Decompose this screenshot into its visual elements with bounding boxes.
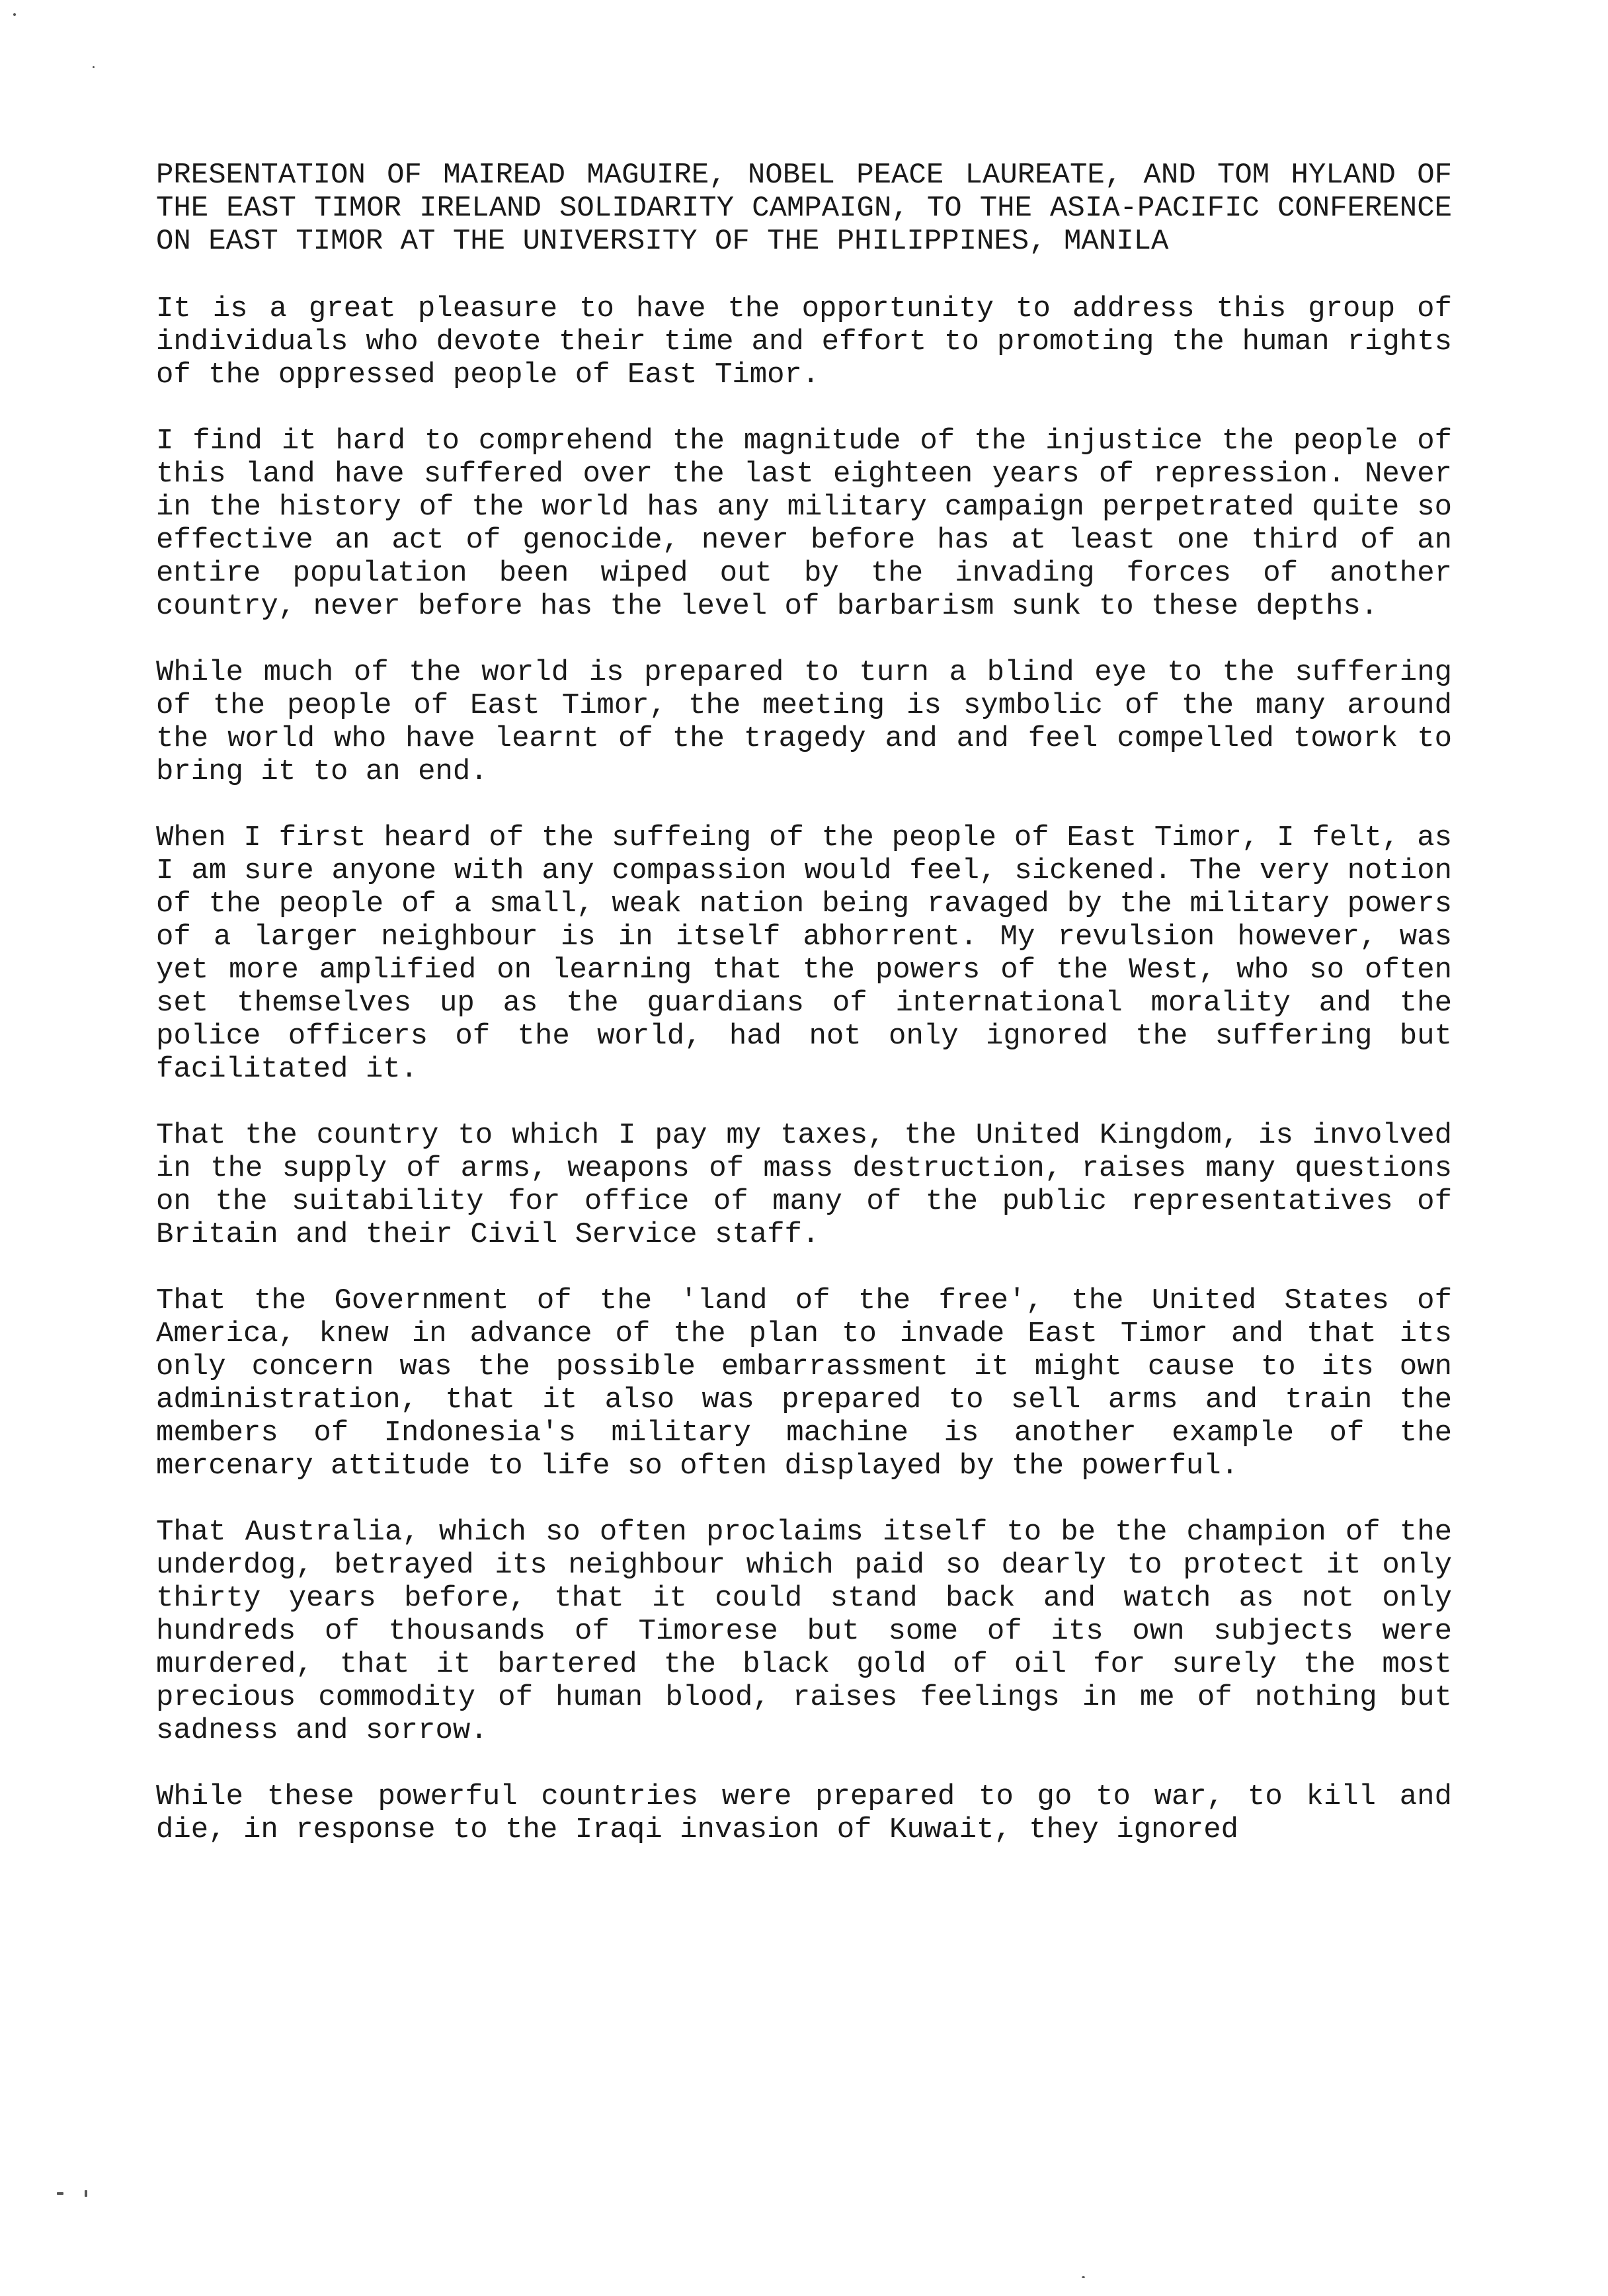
paragraph-4: When I first heard of the suffeing of the people of East Timor, I felt, as I am sure anyone with any compassion would feel, sickened. The very notion of the people of a small, weak nation being ravaged by the military powers of a larger neighbour is in itself abhorrent. My revulsion however, was yet more amplified on learning that the powers of the West, who so often set themselves up as the guardians of international morality and the police officers of the world, had not only ignored the suffering but facilitated it. bbox=[156, 821, 1452, 1086]
paragraph-3: While much of the world is prepared to turn a blind eye to the suffering of the people of East Timor, the meeting is symbolic of the many around the world who have learnt of the tragedy and and feel compelled towork to bring it to an end. bbox=[156, 656, 1452, 788]
document-heading: PRESENTATION OF MAIREAD MAGUIRE, NOBEL PEACE LAUREATE, AND TOM HYLAND OF THE EAST TIMOR IRELAND SOLIDARITY CAMPAIGN, TO THE ASIA-PACIFIC CONFERENCE ON EAST TIMOR AT THE UNIVERSITY OF THE PHILIPPINES, MANILA bbox=[156, 159, 1452, 258]
scan-speck bbox=[85, 2190, 87, 2197]
scan-speck bbox=[13, 13, 16, 16]
paragraph-2: I find it hard to comprehend the magnitude of the injustice the people of this land have suffered over the last eighteen years of repression. Never in the history of the world has any military campaign perpetrated quite so effective an act of genocide, never before has at least one third of an entire population been wiped out by the invading forces of another country, never before has the level of barbarism sunk to these depths. bbox=[156, 425, 1452, 623]
paragraph-6: That the Government of the 'land of the free', the United States of America, knew in advance of the plan to invade East Timor and that its only concern was the possible embarrassment it might cause to its own administration, that it also was prepared to sell arms and train the members of Indonesia's military machine is another example of the mercenary attitude to life so often displayed by the powerful. bbox=[156, 1284, 1452, 1483]
paragraph-1: It is a great pleasure to have the opportunity to address this group of individuals who devote their time and effort to promoting the human rights of the oppressed people of East Timor. bbox=[156, 292, 1452, 391]
scan-speck bbox=[57, 2192, 63, 2195]
document-body bbox=[156, 159, 1452, 1846]
scan-speck bbox=[1082, 2276, 1085, 2278]
paragraph-7: That Australia, which so often proclaims itself to be the champion of the underdog, betrayed its neighbour which paid so dearly to protect it only thirty years before, that it could stand back and watch as not only hundreds of thousands of Timorese but some of its own subjects were murdered, that it bartered the black gold of oil for surely the most precious commodity of human blood, raises feelings in me of nothing but sadness and sorrow. bbox=[156, 1516, 1452, 1747]
paragraph-5: That the country to which I pay my taxes, the United Kingdom, is involved in the supply of arms, weapons of mass destruction, raises many questions on the suitability for office of many of the public representatives of Britain and their Civil Service staff. bbox=[156, 1119, 1452, 1251]
paragraph-8: While these powerful countries were prepared to go to war, to kill and die, in response to the Iraqi invasion of Kuwait, they ignored bbox=[156, 1780, 1452, 1846]
scan-speck bbox=[93, 66, 95, 68]
